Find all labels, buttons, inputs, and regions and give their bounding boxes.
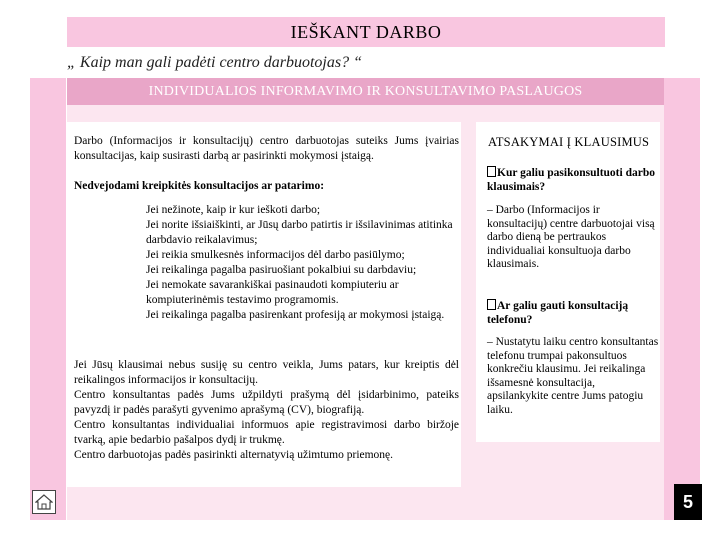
faq-answer: – Nustatytu laiku centro konsultantas telefonu trumpai pakonsultuos konkrečiu klausimu. Jei reikalinga išsamesnė konsultacija, apsilankykite centre Jums patogiu laiku.	[487, 336, 659, 416]
right-decor-strip	[664, 78, 700, 520]
advice-list	[146, 203, 456, 323]
page-subtitle: „ Kaip man gali padėti centro darbuotojas? “	[67, 54, 362, 71]
outro-line: Centro konsultantas individualiai informuos apie registravimosi darbo biržoje tvarką, apie bedarbio pašalpos dydį ir trukmę.	[74, 419, 459, 446]
faq-question-text: Ar galiu gauti konsultaciją telefonu?	[487, 300, 629, 326]
intro-paragraph: Darbo (Informacijos ir konsultacijų) centro darbuotojas suteiks Jums įvairias konsultacijas, kaip susirasti darbą ar pasirinkti mokymosi įstaigą.	[74, 135, 459, 162]
faq-question-text: Kur galiu pasikonsultuoti darbo klausimais?	[487, 167, 655, 193]
faq-panel	[476, 122, 660, 442]
advice-heading: Nedvejodami kreipkitės konsultacijos ar patarimo:	[74, 180, 325, 192]
left-content-panel	[67, 122, 461, 487]
outro-text	[74, 358, 459, 463]
list-item: Jei nemokate savarankiškai pasinaudoti kompiuteriu ar kompiuterinėmis testavimo programomis.	[146, 279, 399, 306]
list-item: Jei reikia smulkesnės informacijos dėl darbo pasiūlymo;	[146, 249, 405, 261]
section-header: INDIVIDUALIOS INFORMAVIMO IR KONSULTAVIMO PASLAUGOS	[67, 78, 664, 105]
list-item: Jei nežinote, kaip ir kur ieškoti darbo;	[146, 204, 321, 216]
left-decor-strip	[30, 78, 66, 520]
faq-question	[487, 299, 659, 327]
outro-line: Jei Jūsų klausimai nebus susiję su centro veikla, Jums patars, kur kreiptis dėl reikalingos informacijos ir konsultacijų.	[74, 359, 459, 386]
outro-line: Centro darbuotojas padės pasirinkti alternatyvią užimtumo priemonę.	[74, 449, 394, 461]
page-number: 5	[674, 484, 702, 520]
outro-line: Centro konsultantas padės Jums užpildyti prašymą dėl įsidarbinimo, pateiks pavyzdį ir padės parašyti gyvenimo aprašymą (CV), biografiją.	[74, 389, 459, 416]
list-item: Jei norite išsiaiškinti, ar Jūsų darbo patirtis ir išsilavinimas atitinka darbdavio reikalavimus;	[146, 219, 453, 246]
faq-answer: – Darbo (Informacijos ir konsultacijų) centre darbuotojai visą darbo dieną be pertraukos individualiai konsultuoja darbo klausimais.	[487, 204, 655, 270]
list-item: Jei reikalinga pagalba pasirenkant profesiją ar mokymosi įstaigą.	[146, 309, 445, 321]
checkbox-icon	[487, 166, 496, 177]
faq-question	[487, 166, 659, 194]
page-title: IEŠKANT DARBO	[67, 17, 665, 47]
home-icon[interactable]	[32, 490, 56, 514]
faq-heading: ATSAKYMAI Į KLAUSIMUS	[488, 135, 650, 149]
list-item: Jei reikalinga pagalba pasiruošiant pokalbiui su darbdaviu;	[146, 264, 417, 276]
checkbox-icon	[487, 299, 496, 310]
